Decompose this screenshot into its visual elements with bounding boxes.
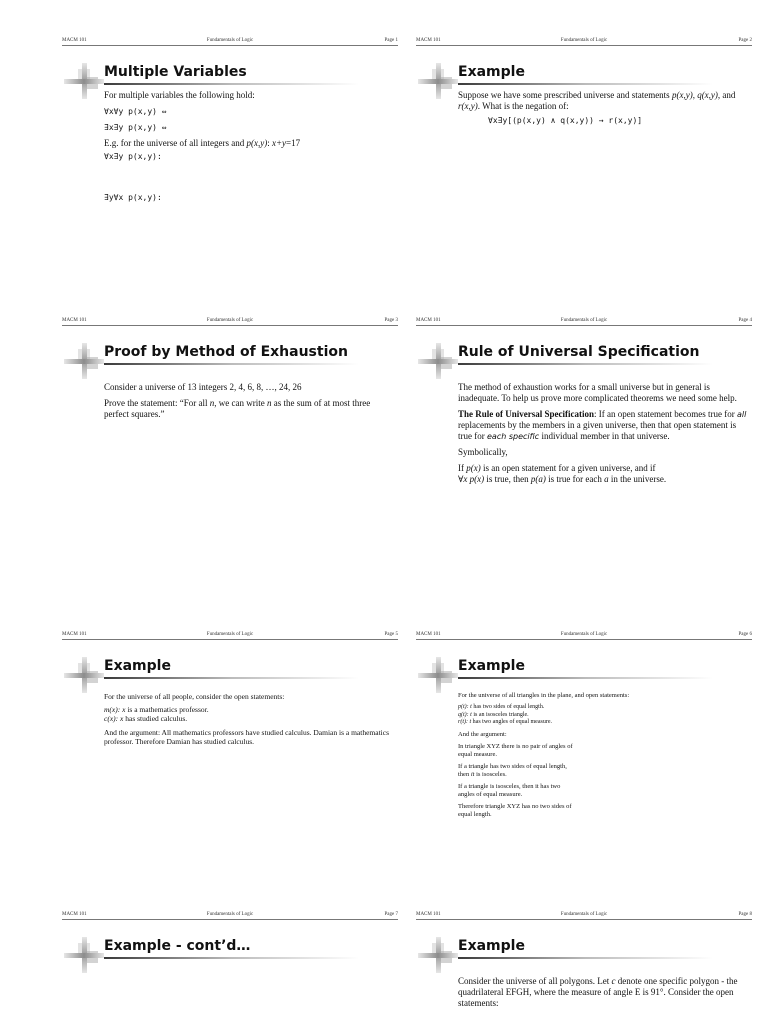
title-underline — [104, 363, 359, 365]
premise-2: If a triangle has two sides of equal length, then it is isosceles. — [458, 762, 567, 778]
slide-body — [458, 382, 748, 490]
formula-exists-exists: ∃x∃y p(x,y) ⇔ — [104, 123, 167, 132]
header-topic: Fundamentals of Logic — [560, 912, 608, 917]
course-code: MACM 101 — [62, 912, 87, 917]
open-statements: p(t): t has two sides of equal length. q(t): t is an isosceles triangle. r(t): t has two angles of equal measure. — [458, 704, 552, 725]
header-rule — [62, 639, 398, 640]
page-header — [416, 632, 752, 642]
slide-title: Multiple Variables — [104, 64, 247, 80]
header-rule — [416, 919, 752, 920]
premise-3: If a triangle is isosceles, then it has two angles of equal measure. — [458, 782, 561, 798]
header-rule — [416, 325, 752, 326]
header-topic: Fundamentals of Logic — [206, 318, 254, 323]
crosshair-decoration-icon — [418, 655, 458, 695]
page-header — [416, 38, 752, 48]
slide-page-8 — [416, 912, 752, 1008]
page-header — [62, 632, 398, 642]
slide-title: Example — [458, 658, 525, 674]
title-underline — [458, 957, 713, 959]
intro-text: For the universe of all triangles in the plane, and open statements: — [458, 692, 630, 699]
header-topic: Fundamentals of Logic — [560, 318, 608, 323]
slide-page-2 — [416, 38, 752, 125]
open-statements: m(x): x is a mathematics professor. c(x): x has studied calculus. — [104, 705, 209, 723]
title-underline — [104, 83, 359, 85]
slide-page-6 — [416, 632, 752, 818]
page-number: Page 2 — [738, 38, 752, 43]
slide-title: Example - cont’d… — [104, 938, 251, 954]
page-header — [416, 318, 752, 328]
slide-page-7 — [62, 912, 398, 954]
intro-text: For the universe of all people, consider the open statements: — [104, 692, 285, 701]
conclusion: Therefore triangle XYZ has no two sides of equal length. — [458, 802, 572, 818]
crosshair-decoration-icon — [418, 341, 458, 381]
header-rule — [62, 325, 398, 326]
crosshair-decoration-icon — [64, 935, 104, 975]
intro-text: For multiple variables the following hold: — [104, 90, 255, 100]
page-header — [416, 912, 752, 922]
header-topic: Fundamentals of Logic — [560, 38, 608, 43]
argument-text: And the argument: All mathematics professors have studied calculus. Damian is a mathematics professor. Therefore Damian has studied calculus. — [104, 728, 389, 746]
slide-title: Example — [104, 658, 171, 674]
page-number: Page 1 — [384, 38, 398, 43]
intro-paragraph: The method of exhaustion works for a small universe but in general is inadequate. To help us prove more complicated theorems we need some help. — [458, 382, 737, 403]
slide-title: Rule of Universal Specification — [458, 344, 700, 360]
page-header — [62, 912, 398, 922]
universe-text: Consider a universe of 13 integers 2, 4, 6, 8, …, 24, 26 — [104, 382, 302, 392]
premise-1: In triangle XYZ there is no pair of angles of equal measure. — [458, 742, 573, 758]
page-number: Page 4 — [738, 318, 752, 323]
course-code: MACM 101 — [416, 38, 441, 43]
header-rule — [416, 639, 752, 640]
formula-forall-forall: ∀x∀y p(x,y) ⇔ — [104, 107, 167, 116]
page-number: Page 5 — [384, 632, 398, 637]
example-text: E.g. for the universe of all integers and p(x,y): x+y=17 — [104, 138, 301, 148]
header-rule — [62, 919, 398, 920]
slide-body — [458, 90, 748, 131]
title-underline — [458, 677, 713, 679]
course-code: MACM 101 — [416, 912, 441, 917]
slide-body — [458, 976, 748, 1014]
formula-forall-exists: ∀x∃y p(x,y): — [104, 152, 162, 161]
course-code: MACM 101 — [416, 318, 441, 323]
crosshair-decoration-icon — [418, 61, 458, 101]
title-underline — [458, 83, 713, 85]
page-number: Page 6 — [738, 632, 752, 637]
page-header — [62, 38, 398, 48]
header-rule — [62, 45, 398, 46]
page-number: Page 3 — [384, 318, 398, 323]
slide-body — [104, 382, 394, 425]
crosshair-decoration-icon — [418, 935, 458, 975]
crosshair-decoration-icon — [64, 341, 104, 381]
argument-label: And the argument: — [458, 730, 507, 738]
statement-text: Prove the statement: “For all n, we can write n as the sum of at most three perfect squares.” — [104, 398, 371, 419]
crosshair-decoration-icon — [64, 655, 104, 695]
slide-body — [104, 692, 394, 750]
polygon-text: Consider the universe of all polygons. Let c denote one specific polygon - the quadrilateral EFGH, where the measure of angle E is 91°. Consider the open statements: — [458, 976, 738, 1008]
formula-exists-forall: ∃y∀x p(x,y): — [104, 193, 162, 202]
page-number: Page 8 — [738, 912, 752, 917]
slide-page-5 — [62, 632, 398, 746]
symbolic-rule: If p(x) is an open statement for a given universe, and if ∀x p(x) is true, then p(a) is true for each a in the universe. — [458, 463, 667, 484]
header-rule — [416, 45, 752, 46]
problem-text: Suppose we have some prescribed universe and statements p(x,y), q(x,y), and r(x,y). What is the negation of: — [458, 90, 736, 111]
course-code: MACM 101 — [62, 318, 87, 323]
symbolically-text: Symbolically, — [458, 447, 508, 457]
rule-paragraph: The Rule of Universal Specification: If an open statement becomes true for all replacements by the members in a given universe, then that open statement is true for each specific individual member in that universe. — [458, 409, 747, 441]
header-topic: Fundamentals of Logic — [206, 912, 254, 917]
course-code: MACM 101 — [62, 38, 87, 43]
course-code: MACM 101 — [62, 632, 87, 637]
page-header — [62, 318, 398, 328]
header-topic: Fundamentals of Logic — [560, 632, 608, 637]
slide-title: Example — [458, 64, 525, 80]
course-code: MACM 101 — [416, 632, 441, 637]
page-number: Page 7 — [384, 912, 398, 917]
slide-page-1 — [62, 38, 398, 202]
slide-body — [458, 692, 748, 823]
slide-page-3 — [62, 318, 398, 419]
slide-title: Proof by Method of Exhaustion — [104, 344, 348, 360]
title-underline — [104, 957, 359, 959]
slide-title: Example — [458, 938, 525, 954]
header-topic: Fundamentals of Logic — [206, 38, 254, 43]
header-topic: Fundamentals of Logic — [206, 632, 254, 637]
negation-formula: ∀x∃y[(p(x,y) ∧ q(x,y)) → r(x,y)] — [488, 116, 643, 125]
slide-body — [104, 90, 394, 208]
slide-page-4 — [416, 318, 752, 484]
title-underline — [104, 677, 359, 679]
crosshair-decoration-icon — [64, 61, 104, 101]
title-underline — [458, 363, 713, 365]
